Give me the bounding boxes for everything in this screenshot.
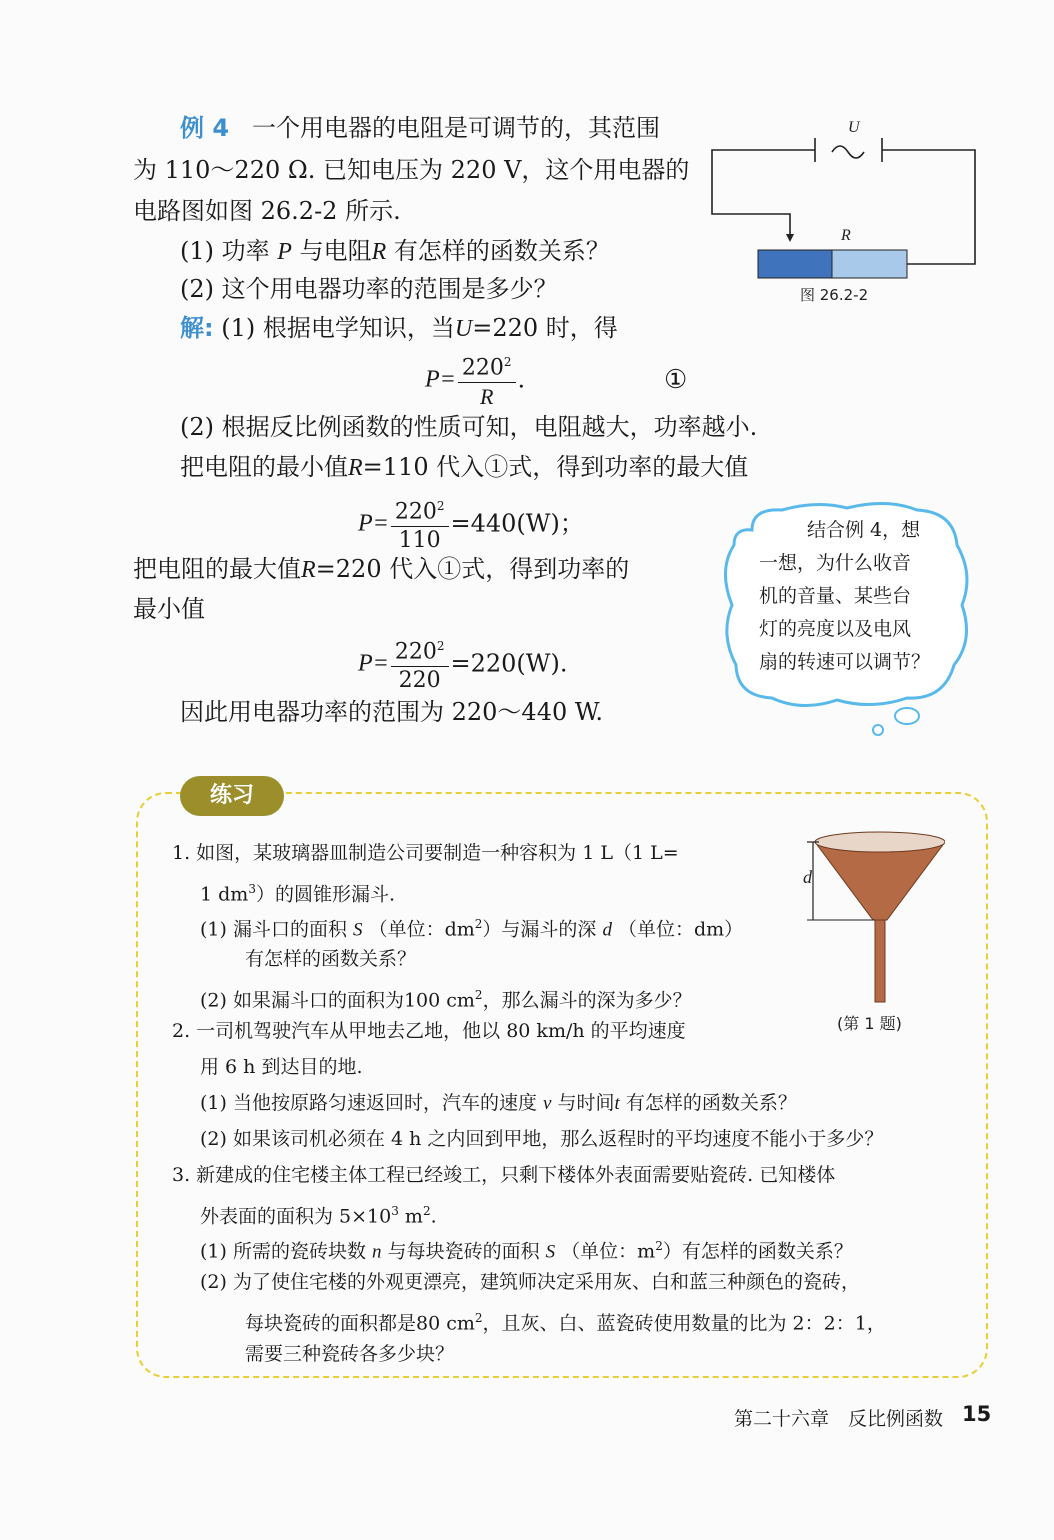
- chapter-title: 第二十六章 反比例函数: [734, 1408, 944, 1430]
- e3e-text: 每块瓷砖的面积都是80 cm: [245, 1312, 475, 1335]
- e2c-text: 与时间: [557, 1092, 615, 1114]
- e3b-text: m: [398, 1205, 423, 1228]
- figure-caption: 图 26.2-2: [800, 286, 869, 304]
- e2c-text: (1) 当他按原路匀速返回时，汽车的速度: [200, 1092, 537, 1114]
- example-line3: 电路图如图 26.2-2 所示.: [133, 197, 401, 225]
- denominator: 110: [398, 528, 441, 554]
- q1-text: 与电阻: [299, 237, 372, 265]
- funnel-figure: [795, 825, 945, 1035]
- var-p: P: [277, 239, 292, 265]
- p4-text: 把电阻的最大值: [133, 555, 301, 583]
- p3-text: 把电阻的最小值: [180, 453, 348, 481]
- exercise-1-q1b: 有怎样的函数关系？: [245, 948, 417, 970]
- question-1: [180, 236, 610, 267]
- var-r: R: [348, 455, 363, 481]
- sol-text: =220 时，得: [472, 314, 618, 342]
- exercise-1-line1: 1. 如图，某玻璃器皿制造公司要制造一种容积为 1 L（1 L=: [172, 842, 679, 864]
- paragraph-3: [180, 452, 748, 483]
- ac-source-icon: [832, 146, 864, 158]
- formula-rhs: =440(W)；: [450, 509, 584, 538]
- example-text: 一个用电器的电阻是可调节的，其范围: [251, 114, 660, 142]
- e3c-text: (1) 所需的瓷砖块数: [200, 1240, 366, 1263]
- e3c-text: 与每块瓷砖的面积: [387, 1240, 540, 1263]
- exercise-1-line2: [200, 876, 395, 907]
- var-v: v: [543, 1093, 552, 1114]
- exercise-3-q1: [200, 1233, 853, 1265]
- example-line2: 为 110～220 Ω. 已知电压为 220 V，这个用电器的: [133, 156, 690, 184]
- exponent: 3: [391, 1204, 399, 1218]
- u-label: U: [848, 119, 860, 136]
- formula-3: [358, 632, 567, 695]
- page-number: 15: [962, 1402, 992, 1426]
- e1c-text: （单位：dm）: [618, 918, 744, 941]
- numerator: 220: [461, 355, 504, 381]
- var-r: R: [301, 557, 316, 583]
- equation-marker: ①: [664, 365, 688, 395]
- e1c-text: (1) 漏斗口的面积: [200, 918, 347, 941]
- e3b-text: .: [430, 1205, 437, 1228]
- e3e-text: ，且灰、白、蓝瓷砖使用数量的比为 2：2：1，: [482, 1312, 886, 1335]
- e1e-text: ，那么漏斗的深为多少？: [482, 989, 692, 1012]
- e1b-text: 1 dm: [200, 883, 249, 906]
- e2c-text: 有怎样的函数关系？: [625, 1092, 797, 1114]
- exponent: 2: [436, 499, 445, 513]
- circuit-wire-left: [712, 150, 815, 240]
- formula-rhs: =220(W).: [450, 649, 568, 678]
- funnel-cone: [815, 842, 945, 920]
- sol-text: (1) 根据电学知识，当: [221, 314, 455, 342]
- exponent: 2: [474, 917, 483, 931]
- exercise-1-q2: [200, 982, 692, 1013]
- d-label: d: [803, 867, 812, 887]
- exercise-3-line1: 3. 新建成的住宅楼主体工程已经竣工，只剩下楼体外表面需要贴瓷砖. 已知楼体: [172, 1164, 836, 1186]
- funnel-mouth: [815, 832, 945, 852]
- period: .: [517, 365, 526, 394]
- example-label: 例 4: [180, 114, 230, 142]
- exercise-1-q1: [200, 911, 743, 943]
- example-line1: [180, 113, 660, 143]
- formula-lhs: P=: [425, 366, 456, 393]
- exponent: 2: [474, 988, 483, 1002]
- var-n: n: [372, 1241, 382, 1263]
- thought-line-1: 结合例 4，想: [807, 519, 921, 541]
- exponent: 2: [655, 1239, 663, 1253]
- solution-line1: [180, 313, 618, 344]
- resistor-left-part: [758, 250, 832, 278]
- denominator: R: [479, 384, 494, 410]
- paragraph-4: [133, 554, 629, 585]
- var-u: U: [454, 316, 473, 342]
- denominator: 220: [398, 668, 441, 694]
- paragraph-4b: 最小值: [133, 595, 205, 623]
- exercise-2-line2: 用 6 h 到达目的地.: [200, 1056, 363, 1078]
- formula-lhs: P=: [358, 650, 389, 677]
- fraction: [391, 632, 449, 695]
- p3-text: =110 代入①式，得到功率的最大值: [362, 453, 749, 481]
- circuit-wire-right: [882, 150, 975, 264]
- exercise-3-q2: (2) 为了使住宅楼的外观更漂亮，建筑师决定采用灰、白和蓝三种颜色的瓷砖，: [200, 1271, 860, 1293]
- e1c-text: （单位：dm: [368, 918, 475, 941]
- e3c-text: ）有怎样的函数关系？: [662, 1240, 853, 1263]
- r-label: R: [841, 227, 851, 244]
- practice-tag: 练习: [180, 776, 284, 816]
- thought-line-5: 扇的转速可以调节？: [759, 651, 931, 673]
- numerator: 220: [394, 499, 437, 525]
- exercise-2-line1: 2. 一司机驾驶汽车从甲地去乙地，他以 80 km/h 的平均速度: [172, 1020, 686, 1042]
- thought-line-3: 机的音量、某些台: [759, 585, 912, 607]
- exponent: 2: [503, 355, 512, 369]
- var-d: d: [602, 919, 612, 941]
- var-s: S: [545, 1241, 556, 1263]
- e3c-text: （单位：m: [561, 1240, 656, 1263]
- e1c-text: ）与漏斗的深: [482, 918, 597, 941]
- exponent: 3: [248, 882, 256, 896]
- var-t: t: [614, 1093, 620, 1114]
- e1b-text: ）的圆锥形漏斗.: [255, 883, 395, 906]
- fraction: [391, 492, 449, 555]
- exercise-2-q2: (2) 如果该司机必须在 4 h 之内回到甲地，那么返程时的平均速度不能小于多少？: [200, 1128, 884, 1150]
- funnel-spout: [875, 920, 885, 1002]
- question-2: (2) 这个用电器功率的范围是多少？: [180, 275, 558, 303]
- thought-bubble: [722, 500, 972, 705]
- formula-1: [425, 348, 525, 411]
- formula-lhs: P=: [358, 510, 389, 537]
- paragraph-2: (2) 根据反比例函数的性质可知，电阻越大，功率越小.: [180, 413, 758, 441]
- e3b-text: 外表面的面积为 5×10: [200, 1205, 392, 1228]
- var-r: R: [371, 239, 387, 265]
- funnel-caption: (第 1 题): [837, 1014, 902, 1033]
- e1e-text: (2) 如果漏斗口的面积为100 cm: [200, 989, 475, 1012]
- var-s: S: [353, 919, 363, 941]
- q1-text: 有怎样的函数关系？: [393, 237, 610, 265]
- exponent: 2: [436, 639, 445, 653]
- exercise-3-q2c: 需要三种瓷砖各多少块？: [245, 1343, 455, 1365]
- resistor-right-part: [832, 250, 907, 278]
- exponent: 2: [422, 1204, 431, 1218]
- exponent: 2: [474, 1311, 483, 1325]
- slider-arrow-icon: [786, 234, 794, 242]
- thought-line-4: 灯的亮度以及电风: [759, 618, 912, 640]
- thought-line-2: 一想，为什么收音: [759, 552, 912, 574]
- circuit-diagram: [700, 112, 990, 312]
- exercise-3-q2b: [245, 1305, 886, 1336]
- exercise-3-line2: [200, 1198, 437, 1229]
- q1-text: (1) 功率: [180, 237, 270, 265]
- numerator: 220: [394, 639, 437, 665]
- formula-2: [358, 492, 584, 555]
- conclusion: 因此用电器功率的范围为 220～440 W.: [180, 698, 603, 726]
- solution-label: 解:: [180, 314, 214, 342]
- exercise-2-q1: [200, 1090, 797, 1117]
- fraction: [458, 348, 516, 411]
- p4-text: =220 代入①式，得到功率的: [315, 555, 630, 583]
